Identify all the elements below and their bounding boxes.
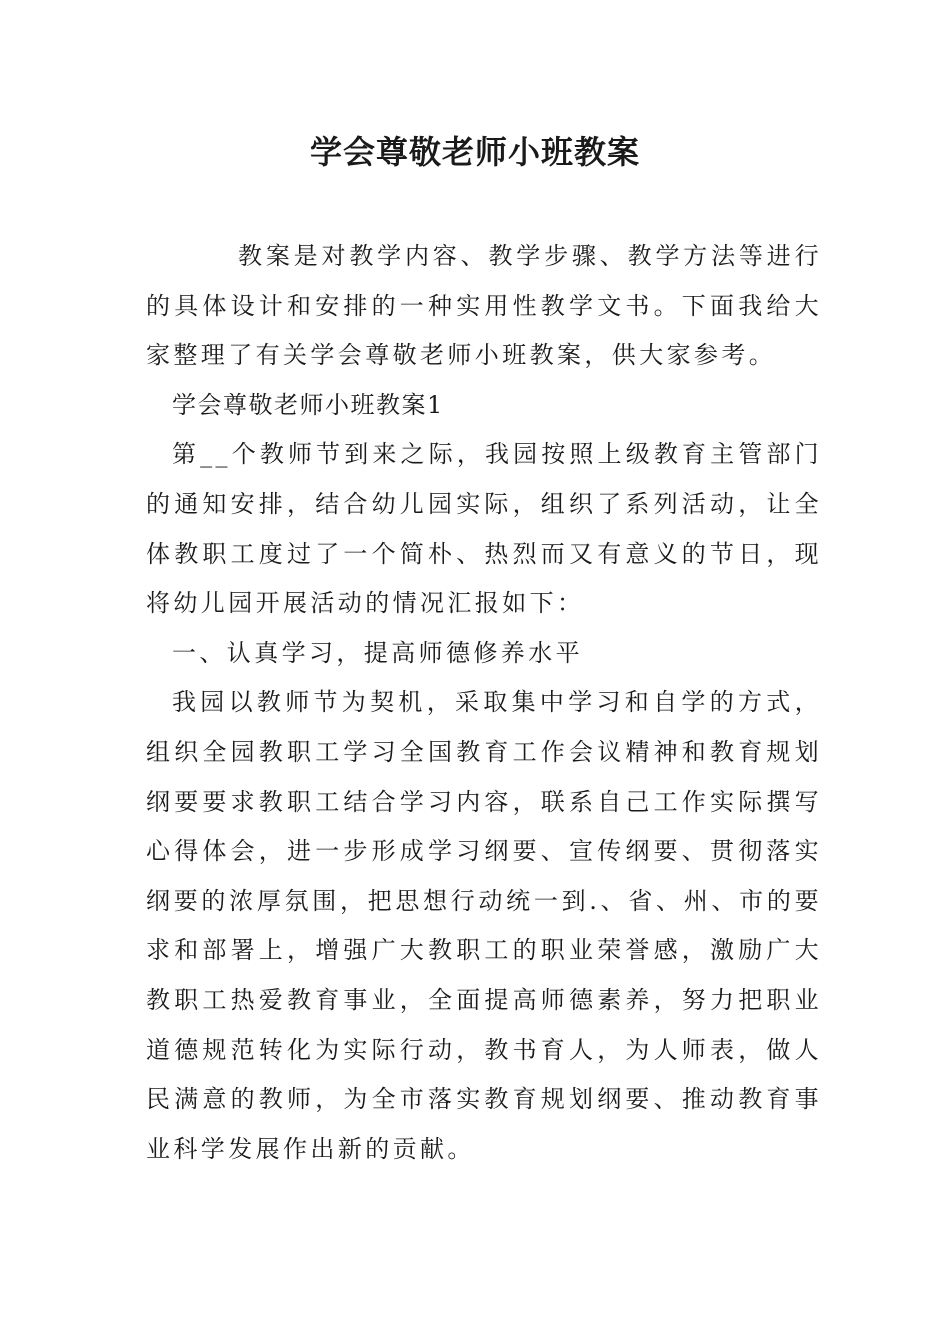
section-heading-lesson-1: 学会尊敬老师小班教案1 <box>172 390 444 419</box>
intro-paragraph: 教案是对教学内容、教学步骤、教学方法等进行的具体设计和安排的一种实用性教学文书。下面我给大家整理了有关学会尊敬老师小班教案，供大家参考。 <box>146 242 822 370</box>
document-title: 学会尊敬老师小班教案 <box>309 133 640 171</box>
paragraph-study-details: 我园以教师节为契机，采取集中学习和自学的方式，组织全园教职工学习全国教育工作会议精神和教育规划纲要要求教职工结合学习内容，联系自己工作实际撰写心得体会，进一步形成学习纲要、宣传纲要、贯彻落实纲要的浓厚氛围，把思想行动统一到.、省、州、市的要求和部署上，增强广大教职工的职业荣誉感，激励广大教职工热爱教育事业，全面提高师德素养，努力把职业道德规范转化为实际行动，教书育人，为人师表，做人民满意的教师，为全市落实教育规划纲要、推动教育事业科学发展作出新的贡献。 <box>146 688 822 1163</box>
subheading-study: 一、认真学习，提高师德修养水平 <box>172 638 583 667</box>
document-body <box>146 232 822 1174</box>
paragraph-teachers-day: 第__个教师节到来之际，我园按照上级教育主管部门的通知安排，结合幼儿园实际，组织了系列活动，让全体教职工度过了一个简朴、热烈而又有意义的节日，现将幼儿园开展活动的情况汇报如下： <box>146 440 822 618</box>
